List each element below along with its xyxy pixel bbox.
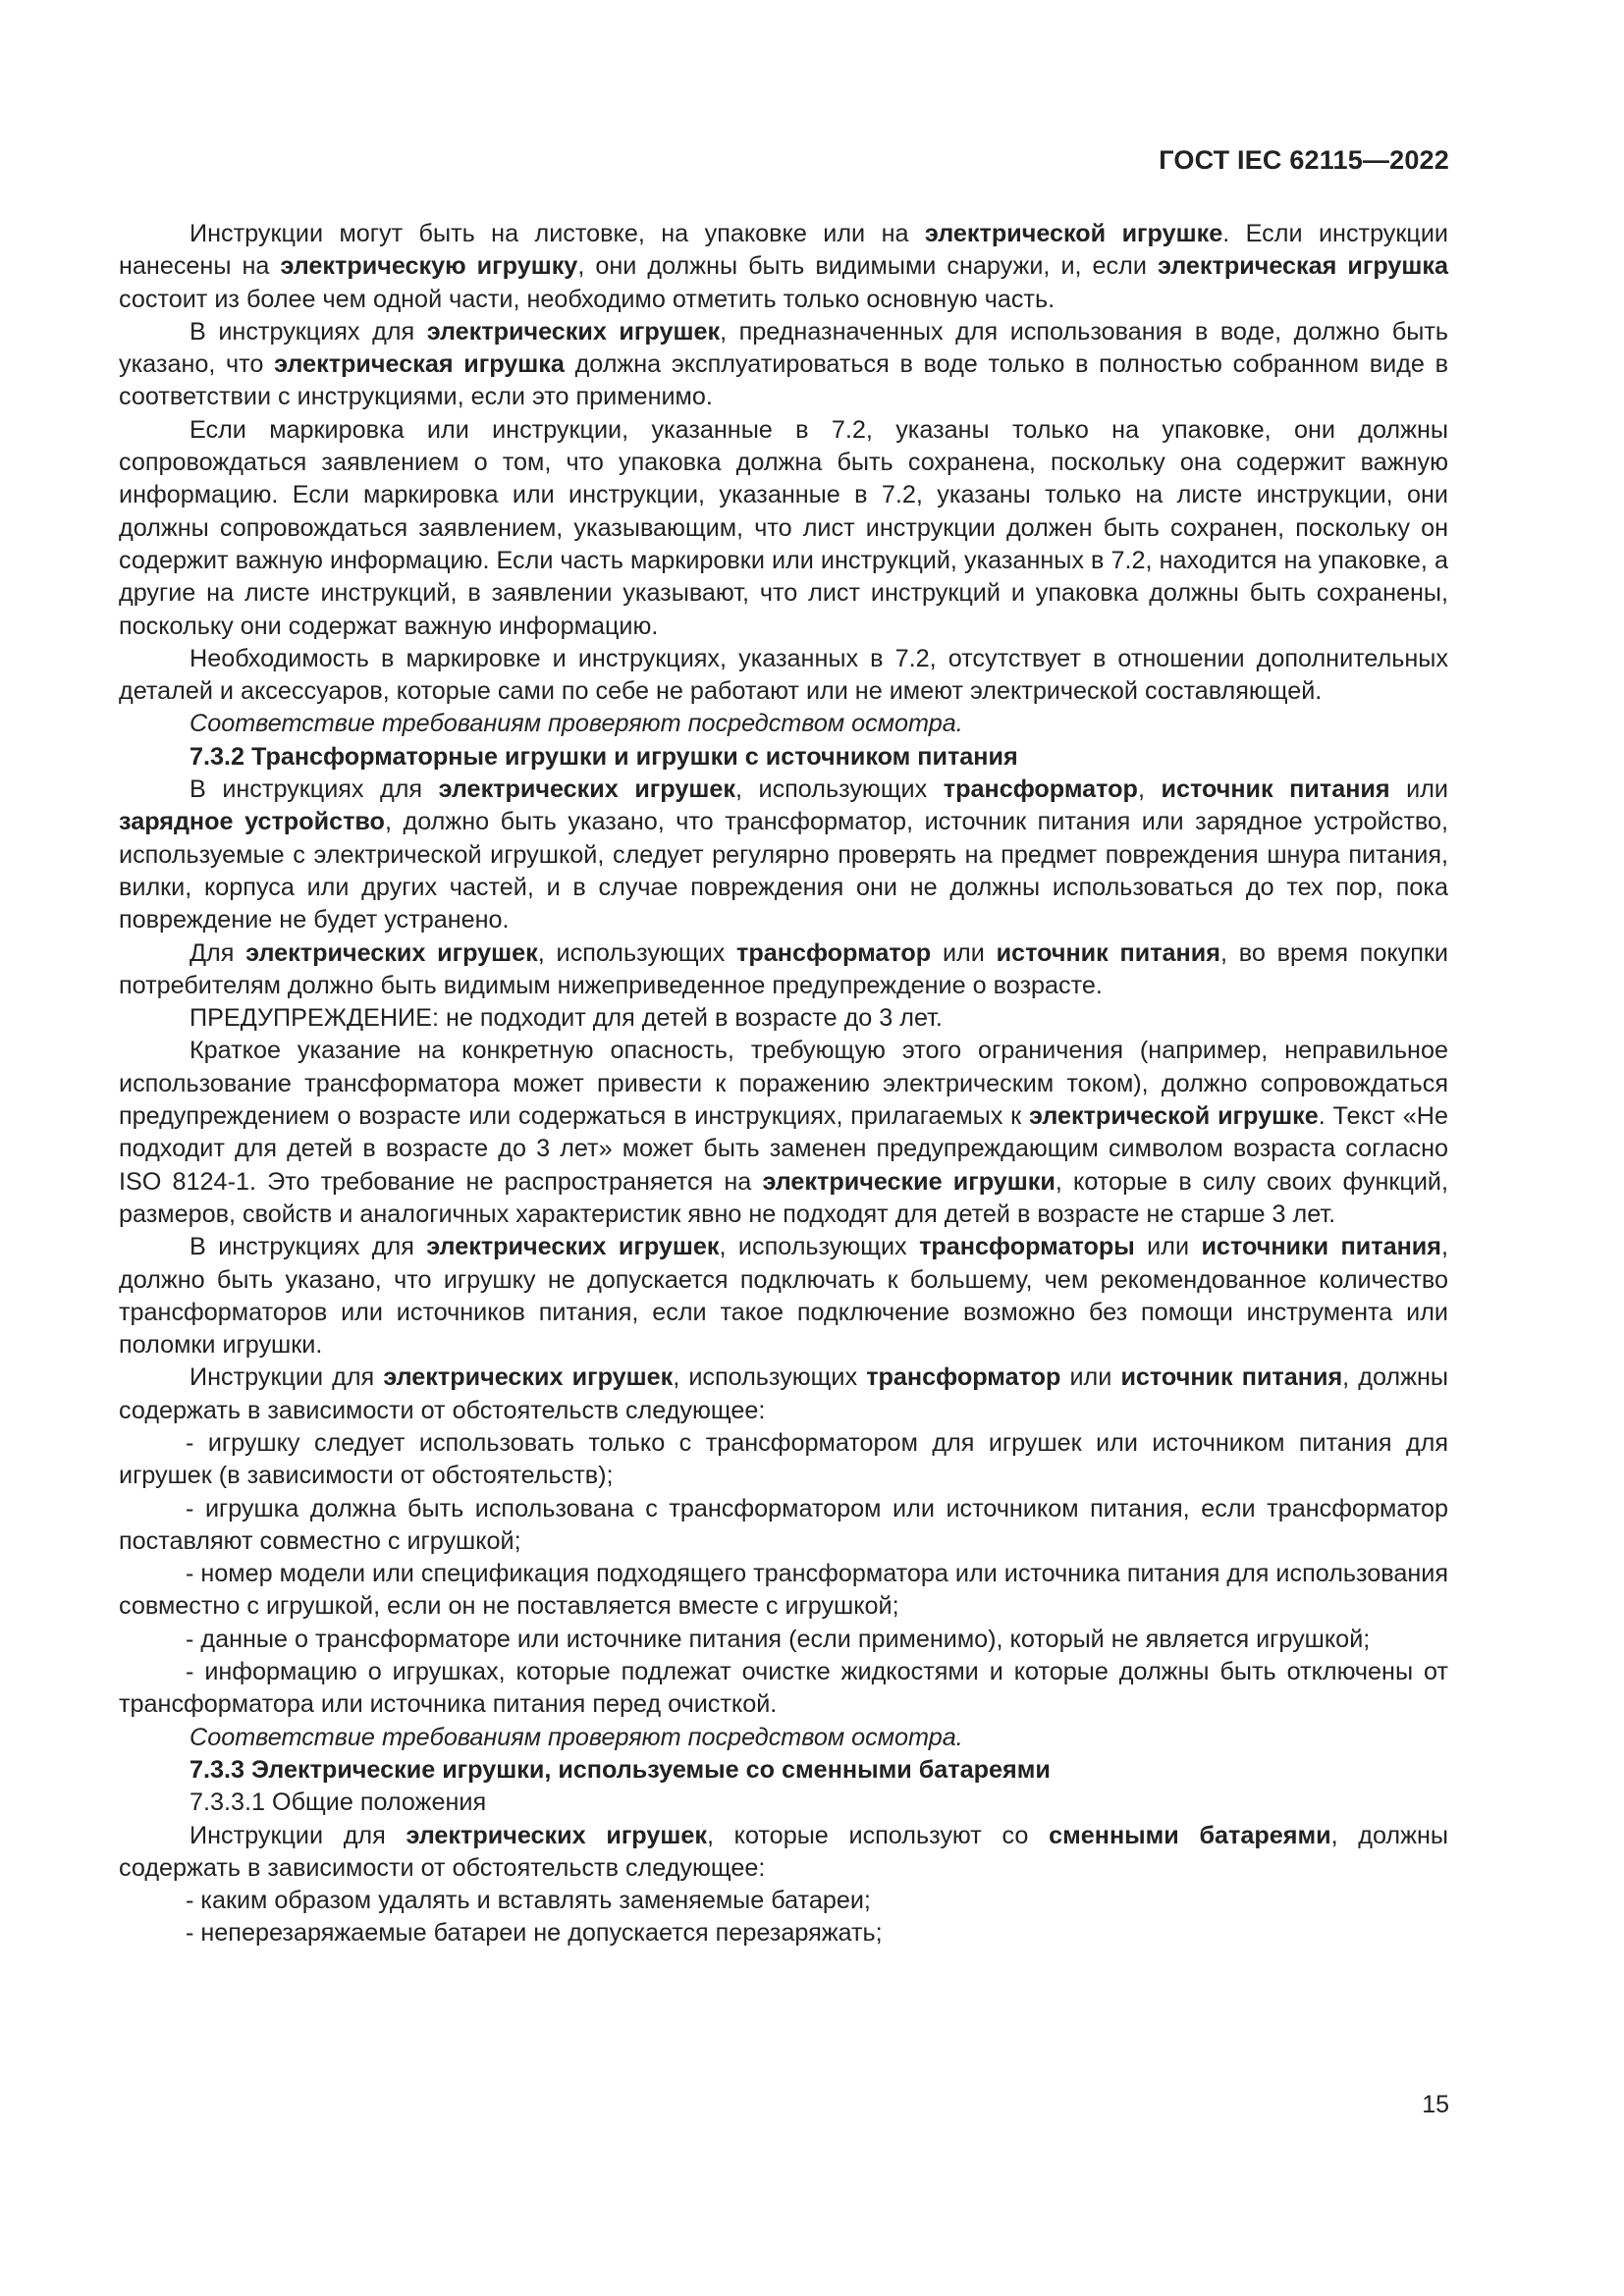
bold-term: электрическая игрушка	[274, 350, 565, 379]
bold-term: 7.3.3 Электрические игрушки, используемые со сменными батареями	[189, 1755, 1051, 1784]
paragraph-hazard-indication	[119, 1035, 1448, 1231]
subsection-heading-7-3-3-1	[119, 1787, 1448, 1819]
text-run: , предназначенных для использования в воде, должно быть указано, что	[119, 317, 1448, 379]
bold-term: источник питания	[1161, 775, 1390, 804]
bold-term: электрических игрушек	[245, 938, 538, 967]
paragraph-transformer-inspection	[119, 774, 1448, 936]
text-run: , использующих	[537, 938, 737, 967]
bold-term: зарядное устройство	[119, 808, 385, 836]
paragraph-instructions-content	[119, 1362, 1448, 1427]
text-run: , они должны быть видимыми снаружи, и, если	[577, 252, 1158, 281]
paragraph-water-use	[119, 316, 1448, 414]
text-run: или	[1389, 775, 1448, 804]
text-run: Краткое указание на конкретную опасность, требующую этого ограничения (например, неправильное использование трансформатора может привести к поражению электрическим током), должно сопровождаться предупреждением о возрасте или содержаться в инструкциях, прилагаемых к	[119, 1037, 1448, 1131]
text-run: В инструкциях для	[189, 1233, 427, 1261]
bold-term: электрические игрушки	[762, 1167, 1056, 1196]
bold-term: электрическая игрушка	[1157, 252, 1449, 281]
bold-term: источник питания	[996, 938, 1220, 967]
text-run: - номер модели или спецификация подходящего трансформатора или источника питания для использования совместно с игрушкой, если он не поставляется вместе с игрушкой;	[119, 1560, 1449, 1621]
list-item	[119, 1624, 1448, 1656]
text-run: , использующих	[734, 775, 944, 804]
list-item	[119, 1656, 1448, 1722]
bold-term: сменными батареями	[1049, 1821, 1331, 1849]
text-run: Необходимость в маркировке и инструкциях, указанных в 7.2, отсутствует в отношении дополнительных деталей и аксессуаров, которые сами по себе не работают или не имеют электрической составляющей.	[119, 644, 1448, 706]
paragraph-accessories	[119, 643, 1448, 709]
text-run: ПРЕДУПРЕЖДЕНИЕ: не подходит для детей в возрасте до 3 лет.	[189, 1004, 943, 1033]
text-run: , должны содержать в зависимости от обстоятельств следующее:	[119, 1363, 1448, 1424]
text-run: , должно быть указано, что трансформатор, источник питания или зарядное устройство, используемые с электрической игрушкой, следует регулярно проверять на предмет повреждения шнура питания, вилки, корпуса или других частей, и в случае повреждения они не должны использоваться до тех пор, пока повреждение не будет устранено.	[119, 808, 1448, 934]
bold-term: источники питания	[1201, 1233, 1441, 1261]
italic-text: Соответствие требованиям проверяют посредством осмотра.	[189, 1723, 963, 1751]
text-run: , должны содержать в зависимости от обстоятельств следующее:	[119, 1821, 1448, 1882]
text-run: - игрушку следует использовать только с трансформатором для игрушек или источником питания для игрушек (в зависимости от обстоятельств);	[119, 1428, 1448, 1490]
document-body	[119, 218, 1448, 1950]
text-run: или	[1134, 1233, 1202, 1261]
italic-text: Соответствие требованиям проверяют посредством осмотра.	[189, 710, 963, 738]
text-run: 7.3.3.1 Общие положения	[189, 1789, 487, 1817]
text-run: , которые в силу своих функций, размеров, свойств и аналогичных характеристик явно не подходят для детей в возрасте не старше 3 лет.	[119, 1167, 1448, 1228]
section-heading-7-3-3	[119, 1754, 1448, 1787]
text-run: Инструкции могут быть на листовке, на упаковке или на	[189, 220, 925, 247]
list-item	[119, 1427, 1448, 1493]
text-run: Для	[189, 938, 246, 967]
text-run: . Текст «Не подходит для детей в возрасте до 3 лет» может быть заменен предупреждающим символом возраста согласно ISO 8124-1. Это требование не распространяется на	[119, 1102, 1448, 1196]
text-run: Инструкции для	[189, 1821, 406, 1849]
text-run: . Если инструкции нанесены на	[119, 220, 1448, 281]
bold-term: электрических игрушек	[426, 317, 721, 346]
text-run: - каким образом удалять и вставлять заменяемые батареи;	[186, 1887, 871, 1915]
list-item	[119, 1558, 1448, 1624]
text-run: должна эксплуатироваться в воде только в полностью собранном виде в соответствии с инструкциями, если это применимо.	[119, 350, 1449, 411]
bold-term: электрических игрушек	[406, 1821, 707, 1849]
text-run: - неперезаряжаемые батареи не допускается перезаряжать;	[186, 1919, 883, 1948]
bold-term: источник питания	[1120, 1363, 1343, 1392]
text-run: , которые используют со	[706, 1821, 1050, 1849]
list-item	[119, 1917, 1448, 1949]
bold-term: электрической игрушке	[1029, 1102, 1319, 1131]
paragraph-instructions-placement	[119, 218, 1448, 316]
text-run: Если маркировка или инструкции, указанные в 7.2, указаны только на упаковке, они должны сопровождаться заявлением о том, что упаковка должна быть сохранена, поскольку она содержит важную информацию. Если маркировка или инструкции, указанные в 7.2, указаны только на листе инструкции, они должны сопровождаться заявлением, указывающим, что лист инструкции должен быть сохранен, поскольку он содержит важную информацию. Если часть маркировки или инструкций, указанных в 7.2, находится на упаковке, а другие на листе инструкций, в заявлении указывают, что лист инструкций и упаковка должны быть сохранены, поскольку они содержат важную информацию.	[119, 415, 1448, 640]
paragraph-packaging-retention	[119, 414, 1448, 643]
text-run: - информацию о игрушках, которые подлежат очистке жидкостями и которые должны быть отключены от трансформатора или источника питания перед очисткой.	[119, 1658, 1448, 1719]
bold-term: трансформатор	[943, 775, 1138, 804]
text-run: состоит из более чем одной части, необходимо отметить только основную часть.	[119, 285, 1056, 313]
compliance-note	[119, 1722, 1448, 1754]
text-run: , во время покупки потребителям должно быть видимым нижеприведенное предупреждение о возрасте.	[119, 938, 1448, 999]
text-run: ,	[1137, 775, 1162, 804]
text-run: В инструкциях для	[189, 317, 427, 346]
text-run: - игрушка должна быть использована с трансформатором или источником питания, если трансформатор поставляют совместно с игрушкой;	[119, 1494, 1448, 1555]
section-heading-7-3-2	[119, 741, 1448, 774]
bold-term: трансформаторы	[919, 1233, 1135, 1261]
bold-term: электрических игрушек	[438, 775, 735, 804]
text-run: , должно быть указано, что игрушку не допускается подключать к большему, чем рекомендованное количество трансформаторов или источников питания, если такое подключение возможно без помощи инструмента или поломки игрушки.	[119, 1233, 1448, 1360]
text-run: - данные о трансформаторе или источнике питания (если применимо), который не является игрушкой;	[186, 1625, 1371, 1653]
warning-statement	[119, 1002, 1448, 1035]
compliance-note	[119, 708, 1448, 740]
paragraph-battery-instructions	[119, 1820, 1448, 1886]
bold-term: трансформатор	[866, 1363, 1061, 1392]
bold-term: 7.3.2 Трансформаторные игрушки и игрушки с источником питания	[189, 742, 1018, 771]
text-run: Инструкции для	[189, 1363, 384, 1392]
list-item	[119, 1885, 1448, 1917]
bold-term: трансформатор	[736, 938, 932, 967]
bold-term: электрической игрушке	[924, 220, 1223, 247]
page-number: 15	[1422, 2091, 1449, 2118]
paragraph-age-warning-visibility	[119, 937, 1448, 1003]
text-run: В инструкциях для	[189, 775, 439, 804]
paragraph-connection-limit	[119, 1231, 1448, 1362]
text-run: , использующих	[673, 1363, 867, 1392]
bold-term: электрическую игрушку	[280, 252, 578, 281]
document-header: ГОСТ IEC 62115—2022	[1159, 145, 1449, 175]
text-run: или	[1060, 1363, 1121, 1392]
list-item	[119, 1493, 1448, 1559]
bold-term: электрических игрушек	[383, 1363, 674, 1392]
text-run: или	[931, 938, 997, 967]
bold-term: электрических игрушек	[426, 1233, 720, 1261]
text-run: , использующих	[719, 1233, 920, 1261]
